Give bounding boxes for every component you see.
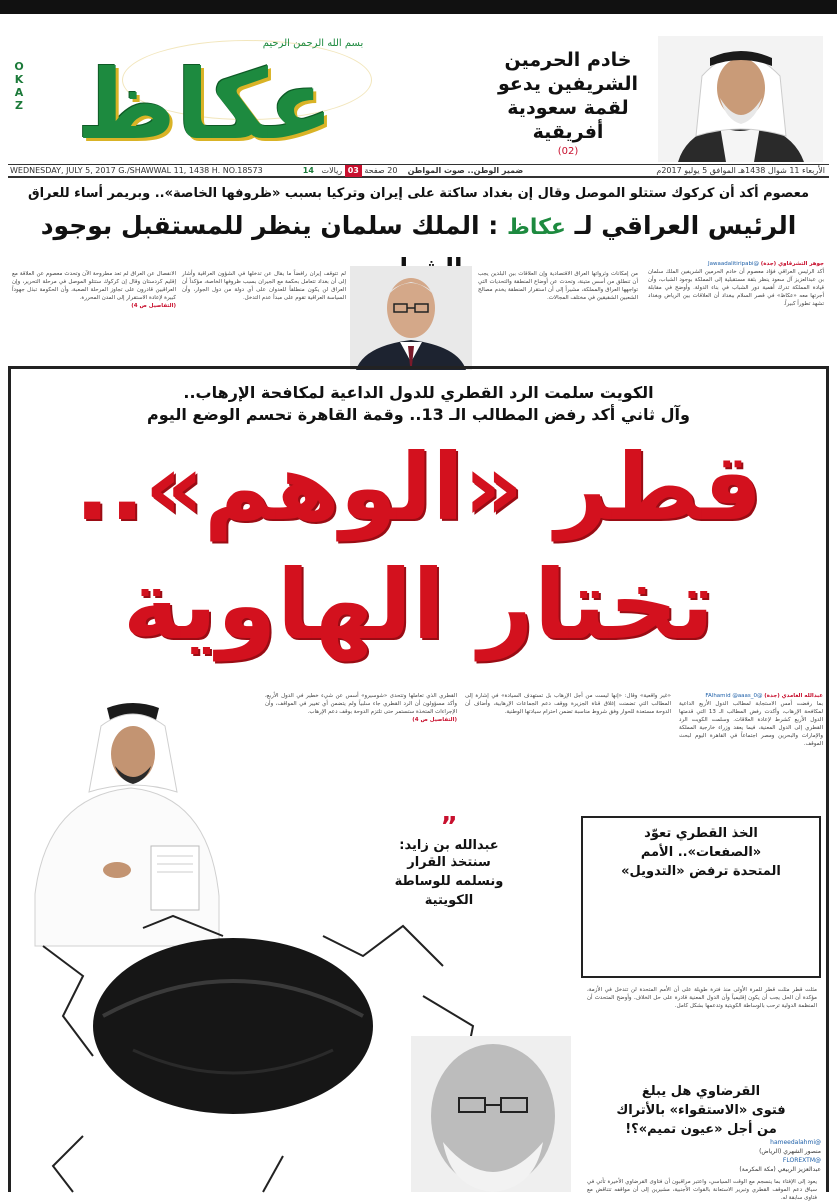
lower-section [8, 686, 829, 1201]
arabic-date: الأربعاء 11 شوال 1438هـ الموافق 5 يوليو 2017م [656, 166, 825, 175]
tamim-figure-icon [35, 703, 219, 946]
lead-page-ref: (02) [557, 146, 579, 157]
qatar-abyss-illustration [23, 696, 583, 1192]
qatar-column-1: عبدالله الغامدي (جدة) @FAlhamid @aaas_0 بما رفضت أمس الاستجابة لمطالب الدول الأربع الداعية لمكافحة الإرهاب، وأكدت رفض المطالب الـ 13 التي قدمتها الدول الأربع كشرط لإعادة العلاقات. وسلمت الكويت الرد القطري إلى الدول المعنية، فيما يعقد وزراء خارجية المملكة والإمارات والبحرين ومصر اجتماعاً في القاهرة اليوم لبحث الموقف. [679, 693, 823, 747]
masthead [8, 16, 829, 161]
king-salman-photo [658, 36, 823, 162]
english-date: WEDNESDAY, JULY 5, 2017 G./SHAWWAL 11, 1438 H. NO.18573 [10, 166, 263, 175]
iraq-column-2: من إمكانات وثرواتها العراق الاقتصادية وإن العلاقات بين البلدين يجب أن تنطلق من أسس متينة، وتحدث عن أوضاع المنطقة والتحديات التي تواجهها العراق والمملكة، مشيراً إلى أن استقرار المنطقة يخدم مصالح الشعبين الشقيقين في مختلف المجالات. [478, 271, 638, 301]
okaz-mini-logo: عكاظ [507, 215, 566, 240]
qatar-main-headline-1[interactable]: قطر «الوهم».. [74, 434, 763, 541]
iraq-column-3: لم تتوقف إيران رافضاً ما يقال عن تدخلها في الشؤون العراقية وأشار إلى أن بغداد تتعامل بحكمة مع الجيران بسبب ظروفها الخاصة، مؤكداً أن العراق لن يكون منطلقاً للعدوان على أي دولة من دول الجوار، وأن السياسة العراقية تقوم على مبدأ عدم التدخل. [182, 271, 346, 301]
slogan: ضمير الوطن.. صوت المواطن [407, 166, 524, 175]
qatar-main-box [8, 366, 829, 686]
fuad-masum-photo [350, 266, 472, 370]
top-black-bar [0, 0, 837, 14]
abdullah-bin-zayed-quote: ” عبدالله بن زايد: سنتخذ القرار ونسلمه للوساطة الكويتية [379, 816, 519, 910]
quote-mark-icon: ” [440, 812, 458, 842]
qaradawi-fatwa-title[interactable]: القرضاوي هل يبلغ فتوى «الاستقواء» بالأتراك من أجل «عيون تميم»؟! [616, 1084, 786, 1137]
un-rejects-title: الخذ القطري تعوّد «الصفعات».. الأمم المتحدة ترفض «التدويل» [621, 826, 781, 879]
qatar-subhead-2: وآل ثاني أكد رفض المطالب الـ 13.. وقمة القاهرة تحسم الوضع اليوم [147, 405, 690, 424]
slogan-and-price [248, 165, 578, 177]
qaradawi-writers: @hameedalahmi منصور الشهري (الرياض) @FLOREXTM عبدالعزيز الربيعي (مكة المكرمة) [739, 1139, 821, 1173]
iraq-kicker: معصوم أكد أن كركوك ستتلو الموصل وقال إن بغداد ساكتة على إيران وتركيا بسبب «ظروفها الخاصة».. وبريمر أساء للعراق [27, 186, 810, 201]
lead-headline[interactable]: خادم الحرمين الشريفين يدعو لقمة سعودية أفريقية [497, 49, 639, 143]
newspaper-front-page [8, 16, 829, 1201]
logo-arabic: عكاظ [76, 49, 334, 161]
qatar-main-headline-2[interactable]: تختار الهاوية [122, 549, 715, 661]
dateline-bar [8, 164, 829, 178]
qaradawi-text: يعود إلى الإفتاء بما ينسجم مع الوقت السياسي، واعتبر مراقبون أن فتاوى القرضاوي الأخيرة تأتي في سياق دعم الموقف القطري وتبرير الاستعانة بالقوات الأجنبية، مشيرين إلى أن مواقفه تتناقض مع فتاوى سابقة له. [587, 1179, 817, 1201]
price-unit: ريالات [321, 166, 343, 175]
basmala: بسم الله الرحمن الرحيم [262, 38, 364, 49]
iraq-column-4: الانفصال عن العراق لم تعد مطروحة الآن وتحدث معصوم عن العلاقة مع إقليم كردستان وقال إن كركوك ستتلو الموصل في مرحلة التحرير، وإن العراقيين قادرون على تجاوز المرحلة الصعبة، وأن الحكومة تبذل جهوداً كبيرة لإعادة الاستقرار إلى المدن المحررة. (التفاصيل ص 4) [12, 271, 176, 309]
qatar-column-2: «غير واقعية» وقال: «إنها ليست من أجل الإرهاب بل تستهدف السيادة» في إشارة إلى المطالب التي تضمنت إغلاق قناة الجزيرة ووقف دعم الجماعات الإرهابية، وأضاف أن الدوحة مستعدة للحوار وفق شروط مناسبة تضمن احترام سيادتها الوطنية. [465, 693, 671, 715]
price-number: 03 [345, 165, 362, 177]
logo-latin: O K A Z [14, 60, 24, 112]
issue-number: 14 [302, 166, 314, 175]
qatar-column-3: القطري الذي تعاملها وتتحدى «شوسيرو» أسس عن شيء خطير في الدول الأربع، وأكد مسؤولون أن الرد القطري جاء سلبياً ولم يتضمن أي تغيير في المواقف، وأن الإجراءات المتخذة ستستمر حتى تلتزم الدوحة بوقف دعم الإرهاب. (التفاصيل ص 4) [265, 693, 457, 723]
iraq-headline[interactable]: الرئيس العراقي لـ عكاظ : الملك سلمان ينظر للمستقبل بوجود [40, 211, 797, 240]
page-count: 20 صفحة [364, 166, 398, 175]
un-rejects-box[interactable] [581, 816, 821, 978]
qaradawi-face-icon [411, 1036, 571, 1192]
okaz-logo [12, 30, 402, 161]
qatar-subhead-1: الكويت سلمت الرد القطري للدول الداعية لمكافحة الإرهاب.. [183, 383, 654, 402]
un-rejects-text: مثلت قطر مثلت قطر للمرة الأولى منذ فترة طويلة على أن الأمم المتحدة لن تتدخل في الأزمة، مؤكدة أن الحل يجب أن يكون إقليمياً وأن الدول المعنية قادرة على حل الخلاف. وأوضح المتحدث أن المنظمة الدولية ترحب بالوساطة الكويتية وتدعمها بشكل كامل. [587, 987, 817, 1009]
iraq-column-1: جوهر التشرقاوي (جدة) @Jawaadalitiripabi أكد الرئيس العراقي فؤاد معصوم أن خادم الحرمين الشريفين الملك سلمان بن عبدالعزيز آل سعود ينظر بثقة مستقبلية إلى المملكة بوجود الشباب، وأن قيادة المملكة تدرك أهمية دور الشباب في بناء الدولة. وأوضح في مقابلة أجرتها معه «عكاظ» في قصر السلام ببغداد أن العلاقات بين الرياض وبغداد تشهد تطوراً كبيراً. [648, 261, 824, 307]
